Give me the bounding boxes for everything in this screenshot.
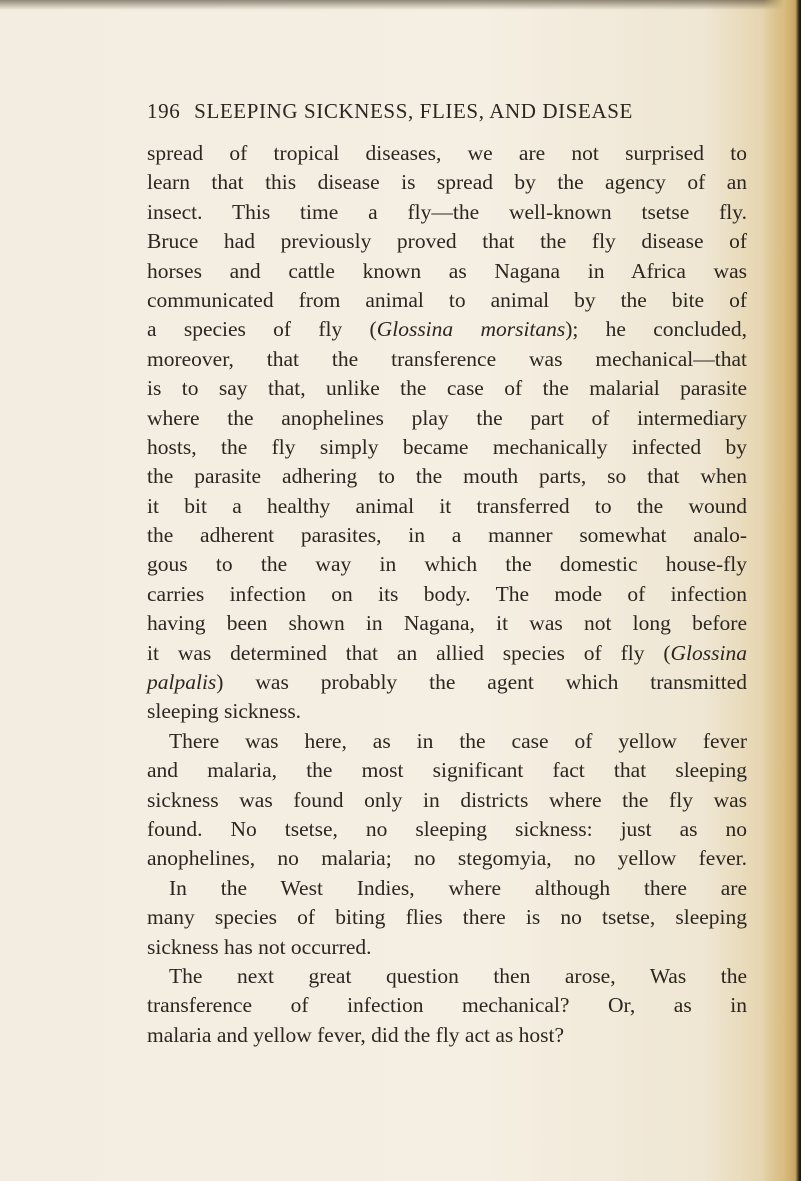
- text-line: many species of biting flies there is no tsetse, sleeping: [147, 905, 747, 930]
- text-line: spread of tropical diseases, we are not surprised to: [147, 141, 747, 165]
- text-line: communicated from animal to animal by the bite of: [147, 287, 747, 312]
- top-shadow: [0, 0, 801, 10]
- text-line: There was here, as in the case of yellow fever: [169, 728, 747, 753]
- text-line: anophelines, no malaria; no stegomyia, no yellow fever.: [147, 846, 747, 871]
- text-line: In the West Indies, where although there are: [169, 875, 747, 900]
- text-line: Bruce had previously proved that the fly disease of: [147, 229, 747, 254]
- running-title: SLEEPING SICKNESS, FLIES, AND DISEASE: [194, 99, 633, 123]
- text-line: learn that this disease is spread by the agency of an: [147, 170, 747, 195]
- text-line: malaria and yellow fever, did the fly act as host?: [147, 1022, 565, 1047]
- body-text: [147, 139, 747, 1050]
- text-line: found. No tsetse, no sleeping sickness: just as no: [147, 816, 747, 841]
- text-line: sickness has not occurred.: [147, 934, 372, 959]
- text-line: the adherent parasites, in a manner somewhat analo-: [147, 523, 747, 548]
- text-line: transference of infection mechanical? Or, as in: [147, 993, 747, 1018]
- text-line: sickness was found only in districts where the fly was: [147, 787, 747, 812]
- text-line: the parasite adhering to the mouth parts, so that when: [147, 464, 747, 489]
- text-line: gous to the way in which the domestic house-fly: [147, 552, 747, 577]
- text-line: and malaria, the most significant fact that sleeping: [147, 758, 747, 783]
- text-line: The next great question then arose, Was the: [169, 963, 747, 988]
- text-line: a species of fly (Glossina morsitans); he concluded,: [147, 317, 747, 342]
- page-binding-edge: [763, 0, 801, 1181]
- text-line: having been shown in Nagana, it was not long before: [147, 611, 747, 636]
- text-line: it bit a healthy animal it transferred to the wound: [147, 493, 747, 518]
- text-line: hosts, the fly simply became mechanically infected by: [147, 434, 747, 459]
- text-line: carries infection on its body. The mode of infection: [147, 581, 747, 606]
- text-line: sleeping sickness.: [147, 699, 302, 724]
- text-line: it was determined that an allied species of fly (Glossina: [147, 640, 747, 665]
- page-number: 196: [147, 99, 181, 123]
- text-line: insect. This time a fly—the well-known tsetse fly.: [147, 199, 747, 224]
- text-line: is to say that, unlike the case of the malarial parasite: [147, 376, 747, 401]
- text-line: moreover, that the transference was mechanical—that: [147, 346, 747, 371]
- text-line: where the anophelines play the part of intermediary: [147, 405, 747, 430]
- running-header: [147, 99, 633, 124]
- text-line: palpalis) was probably the agent which transmitted: [147, 670, 747, 695]
- text-line: horses and cattle known as Nagana in Africa was: [147, 258, 747, 283]
